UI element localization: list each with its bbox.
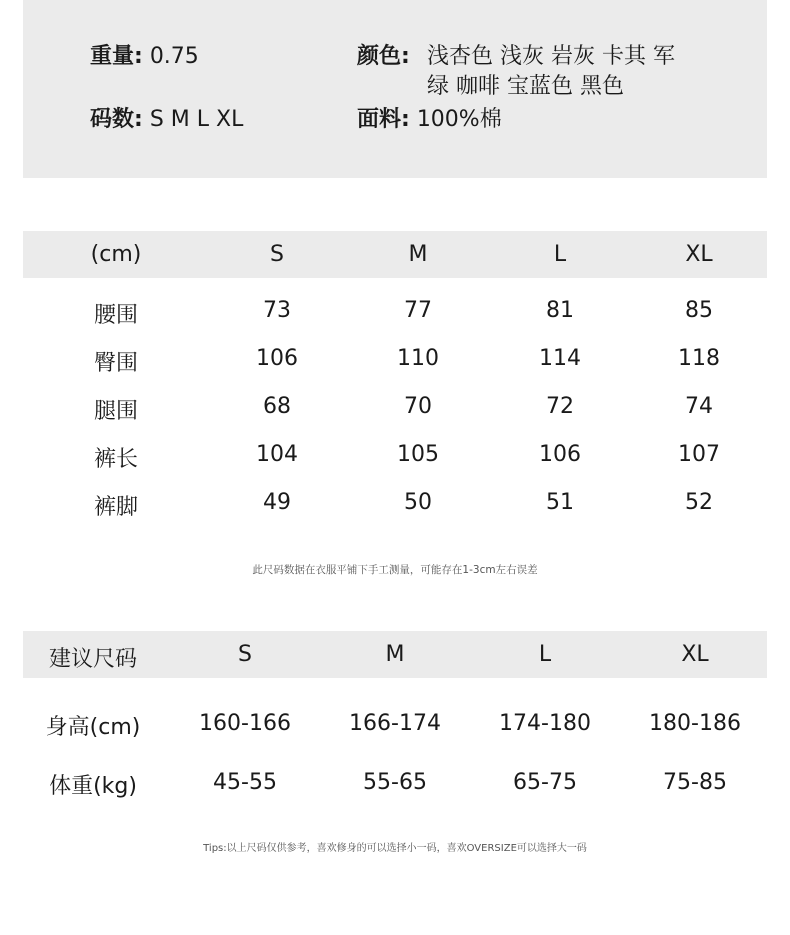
fabric-field <box>357 105 502 135</box>
cell-m: 77 <box>404 298 432 323</box>
colors-value <box>427 42 727 102</box>
cell-l: 174-180 <box>499 711 591 736</box>
header-suggest: 建议尺码 <box>48 647 138 672</box>
cell-m: 50 <box>404 490 432 515</box>
cell-s: 160-166 <box>199 711 291 736</box>
cell-m: 166-174 <box>349 711 441 736</box>
cell-l: 72 <box>546 394 574 419</box>
cell-s: 49 <box>263 490 291 515</box>
suggestion-table-header <box>23 631 767 678</box>
row-label: 身高(cm) <box>45 715 141 740</box>
row-label: 臀围 <box>93 351 139 376</box>
row-label: 体重(kg) <box>49 774 137 799</box>
sizes-field <box>90 105 243 135</box>
cell-xl: 85 <box>685 298 713 323</box>
cell-xl: 75-85 <box>663 770 727 795</box>
cell-s: 106 <box>256 346 298 371</box>
cell-l: 114 <box>539 346 581 371</box>
header-size-m: M <box>408 242 428 267</box>
cell-l: 81 <box>546 298 574 323</box>
cell-xl: 52 <box>685 490 713 515</box>
measurement-table-header <box>23 231 767 278</box>
header-size-s: S <box>270 242 284 267</box>
cell-m: 105 <box>397 442 439 467</box>
cell-s: 45-55 <box>213 770 277 795</box>
header-size-xl: XL <box>681 642 709 667</box>
fabric-value: 100%棉 <box>416 107 502 132</box>
cell-m: 110 <box>397 346 439 371</box>
row-label: 腰围 <box>93 303 139 328</box>
colors-value-line2: 绿 咖啡 宝蓝色 黑色 <box>427 74 624 99</box>
colors-field <box>357 42 410 72</box>
sizes-value: S M L XL <box>149 107 244 132</box>
cell-l: 51 <box>546 490 574 515</box>
cell-l: 65-75 <box>513 770 577 795</box>
header-size-l: L <box>538 642 552 667</box>
colors-label: 颜色: <box>357 44 410 69</box>
header-size-xl: XL <box>685 242 713 267</box>
header-size-m: M <box>385 642 405 667</box>
sizes-label: 码数: <box>90 107 143 132</box>
cell-s: 104 <box>256 442 298 467</box>
cell-xl: 107 <box>678 442 720 467</box>
header-unit: (cm) <box>90 242 142 267</box>
cell-xl: 74 <box>685 394 713 419</box>
cell-l: 106 <box>539 442 581 467</box>
fabric-label: 面料: <box>357 107 410 132</box>
measurement-note: 此尺码数据在衣服平铺下手工测量，可能存在1-3cm左右误差 <box>252 564 538 576</box>
header-size-l: L <box>553 242 567 267</box>
cell-xl: 118 <box>678 346 720 371</box>
weight-field <box>90 42 199 72</box>
header-size-s: S <box>238 642 252 667</box>
tips-note: Tips:以上尺码仅供参考，喜欢修身的可以选择小一码，喜欢OVERSIZE可以选择大一码 <box>203 843 587 854</box>
cell-m: 70 <box>404 394 432 419</box>
cell-m: 55-65 <box>363 770 427 795</box>
row-label: 裤脚 <box>93 495 139 520</box>
cell-s: 73 <box>263 298 291 323</box>
cell-xl: 180-186 <box>649 711 741 736</box>
cell-s: 68 <box>263 394 291 419</box>
row-label: 裤长 <box>93 447 139 472</box>
row-label: 腿围 <box>93 399 139 424</box>
weight-value: 0.75 <box>149 44 199 69</box>
weight-label: 重量: <box>90 44 143 69</box>
colors-value-line1: 浅杏色 浅灰 岩灰 卡其 军 <box>427 44 675 69</box>
